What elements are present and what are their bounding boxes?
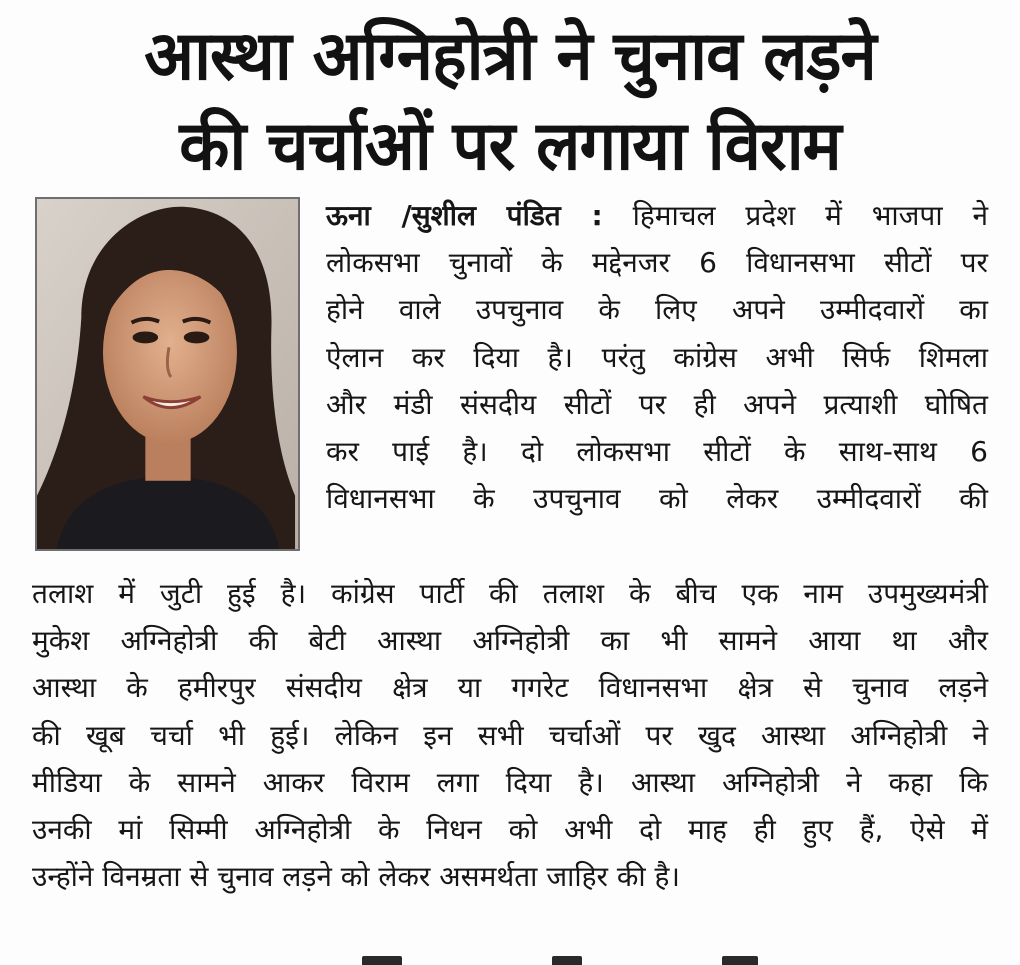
- article-line: विधानसभा के उपचुनाव को लेकर उम्मीदवारों की: [326, 482, 988, 516]
- article-line: उनकी मां सिम्मी अग्निहोत्री के निधन को अभी दो माह ही हुए हैं, ऐसे में: [32, 812, 988, 846]
- article-line: कर पाई है। दो लोकसभा सीटों के साथ-साथ 6: [326, 434, 988, 468]
- article-line: मुकेश अग्निहोत्री की बेटी आस्था अग्निहोत्री का भी सामने आया था और: [32, 624, 988, 658]
- article-line: ऐलान कर दिया है। परंतु कांग्रेस अभी सिर्फ शिमला: [326, 340, 988, 374]
- next-line-cutoff: [32, 954, 988, 965]
- headline-line-2: की चर्चाओं पर लगाया विराम: [179, 107, 841, 186]
- article-intro: [326, 192, 988, 522]
- article-line: और मंडी संसदीय सीटों पर ही अपने प्रत्याशी घोषित: [326, 387, 988, 421]
- cutoff-stroke: [552, 956, 582, 965]
- headline-line-1: आस्था अग्निहोत्री ने चुनाव लड़ने: [144, 17, 876, 96]
- byline: ऊना /सुशील पंडित :: [326, 199, 603, 232]
- article-line: मीडिया के सामने आकर विराम लगा दिया है। आस्था अग्निहोत्री ने कहा कि: [32, 765, 988, 799]
- person-photo-icon: [37, 199, 298, 549]
- headline: [20, 12, 1000, 192]
- article-line: लोकसभा चुनावों के मद्देनजर 6 विधानसभा सीटों पर: [326, 246, 988, 280]
- cutoff-stroke: [362, 956, 402, 965]
- article-line: उन्होंने विनम्रता से चुनाव लड़ने को लेकर असमर्थता जाहिर की है।: [32, 860, 680, 894]
- article-line: [326, 192, 988, 239]
- article-line: होने वाले उपचुनाव के लिए अपने उम्मीदवारों का: [326, 293, 988, 327]
- article-photo: [35, 197, 300, 551]
- article-line: की खूब चर्चा भी हुई। लेकिन इन सभी चर्चाओं पर खुद आस्था अग्निहोत्री ने: [32, 718, 988, 752]
- cutoff-stroke: [722, 956, 758, 965]
- article-line-text: हिमाचल प्रदेश में भाजपा ने: [632, 199, 988, 232]
- article-body: [32, 570, 988, 900]
- article-line: आस्था के हमीरपुर संसदीय क्षेत्र या गगरेट विधानसभा क्षेत्र से चुनाव लड़ने: [32, 671, 988, 705]
- article-line: तलाश में जुटी हुई है। कांग्रेस पार्टी की तलाश के बीच एक नाम उपमुख्यमंत्री: [32, 577, 988, 610]
